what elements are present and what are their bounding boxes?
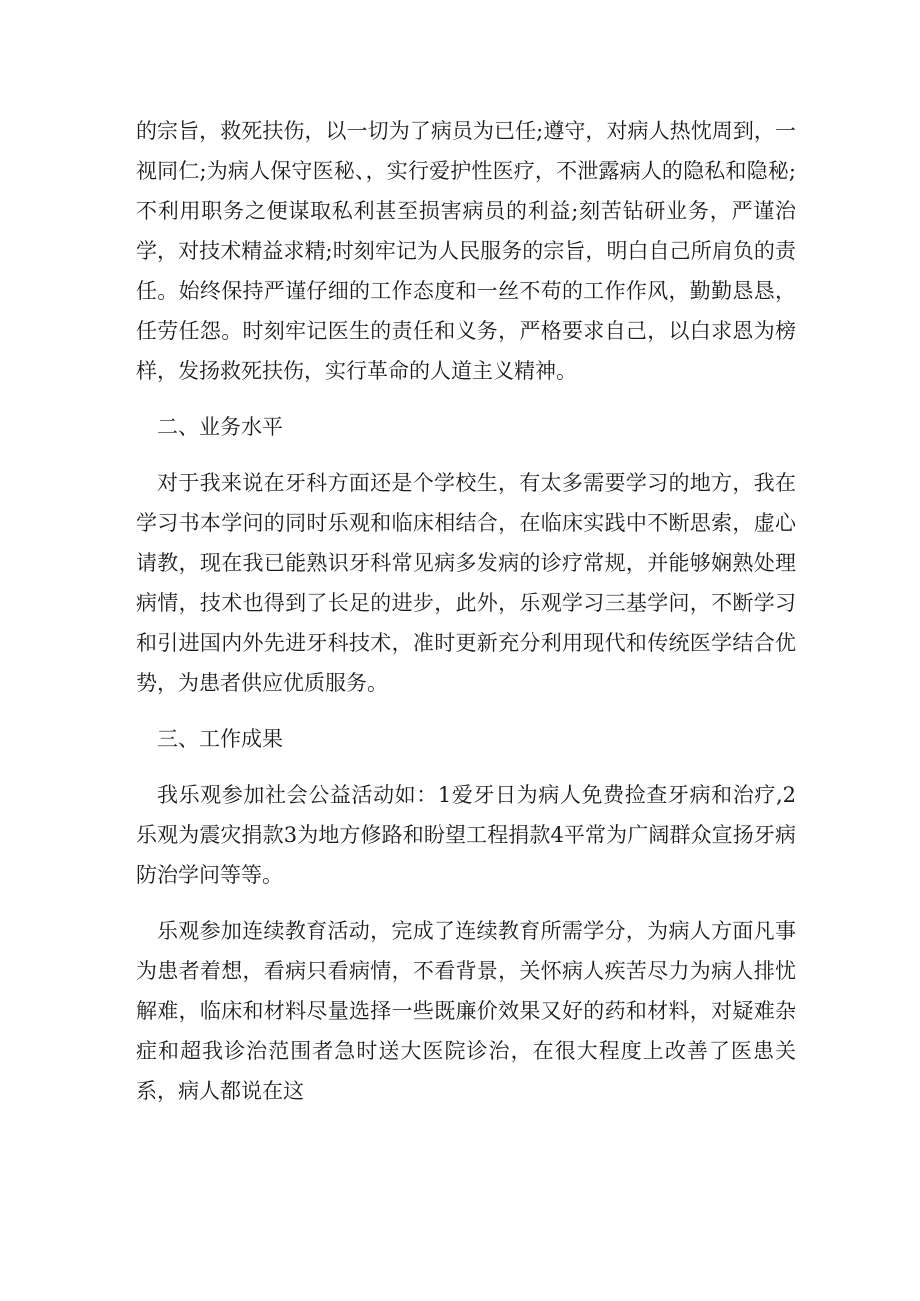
paragraph-1: 的宗旨，救死扶伤，以一切为了病员为已任;遵守，对病人热忱周到，一视同仁;为病人保守医秘、，实行爱护性医疗，不泄露病人的隐私和隐秘;不利用职务之便谋取私利甚至损害病员的利益;刻苦钻研业务，严谨治学，对技术精益求精;时刻牢记为人民服务的宗旨，明白自己所肩负的责任。始终保持严谨仔细的工作态度和一丝不苟的工作作风，勤勤恳恳，任劳任怨。时刻牢记医生的责任和义务，严格要求自己，以白求恩为榜样，发扬救死扶伤，实行革命的人道主义精神。 — [136, 119, 796, 383]
paragraph-3: 我乐观参加社会公益活动如：1爱牙日为病人免费捡查牙病和治疗,2乐观为震灾捐款3为地方修路和盼望工程捐款4平常为广阔群众宣扬牙病防治学问等等。 — [136, 783, 796, 887]
document-body — [136, 111, 796, 1127]
section-heading-work-results: 三、工作成果 — [157, 727, 283, 751]
section-heading-business-level: 二、业务水平 — [157, 415, 283, 439]
paragraph-4: 乐观参加连续教育活动，完成了连续教育所需学分，为病人方面凡事为患者着想，看病只看病情，不看背景，关怀病人疾苦尽力为病人排忧解难，临床和材料尽量选择一些既廉价效果又好的药和材料，对疑难杂症和超我诊治范围者急时送大医院诊治，在很大程度上改善了医患关系，病人都说在这 — [136, 919, 796, 1103]
paragraph-2: 对于我来说在牙科方面还是个学校生，有太多需要学习的地方，我在学习书本学问的同时乐观和临床相结合，在临床实践中不断思索，虚心请教，现在我已能熟识牙科常见病多发病的诊疗常规，并能够娴熟处理病情，技术也得到了长足的进步，此外，乐观学习三基学问，不断学习和引进国内外先进牙科技术，准时更新充分利用现代和传统医学结合优势，为患者供应优质服务。 — [136, 471, 796, 695]
